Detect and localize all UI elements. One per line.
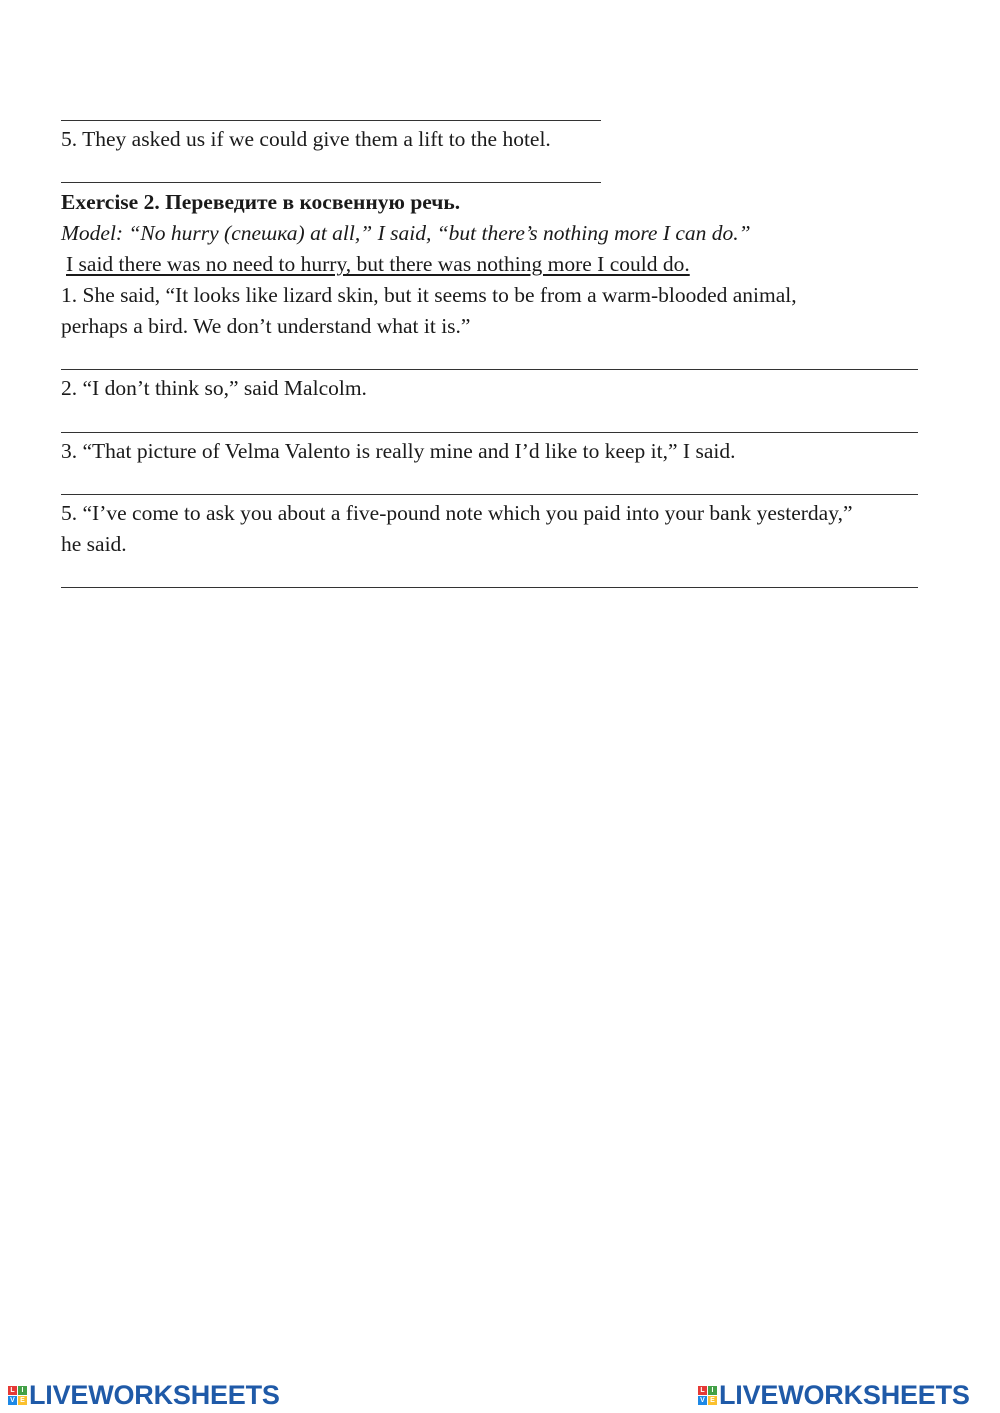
- answer-line-ex2-item3[interactable]: [61, 494, 918, 495]
- answer-line-ex2-item1[interactable]: [61, 369, 918, 370]
- ex2-item5-line2: he said.: [61, 532, 127, 556]
- liveworksheets-icon: [698, 1386, 717, 1405]
- logo-tile: E: [708, 1396, 717, 1405]
- brand-text: LIVEWORKSHEETS: [29, 1379, 280, 1410]
- logo-tile: I: [708, 1386, 717, 1395]
- ex2-item1-line2: perhaps a bird. We don’t understand what it is.”: [61, 314, 471, 338]
- logo-tile: L: [8, 1386, 17, 1395]
- ex2-item1-line1: 1. She said, “It looks like lizard skin, but it seems to be from a warm-blooded animal,: [61, 283, 797, 307]
- logo-tile: E: [18, 1396, 27, 1405]
- exercise2-model-answer: I said there was no need to hurry, but there was nothing more I could do.: [66, 252, 690, 276]
- ex1-item5-text: 5. They asked us if we could give them a lift to the hotel.: [61, 127, 551, 151]
- ex2-item5-line1: 5. “I’ve come to ask you about a five-pound note which you paid into your bank yesterday,”: [61, 501, 853, 525]
- answer-line-ex2-item2[interactable]: [61, 432, 918, 433]
- logo-tile: L: [698, 1386, 707, 1395]
- brand-text: LIVEWORKSHEETS: [719, 1379, 970, 1410]
- logo-tile: V: [8, 1396, 17, 1405]
- answer-line-ex2-item5[interactable]: [61, 587, 918, 588]
- exercise2-title: Exercise 2. Переведите в косвенную речь.: [61, 190, 461, 214]
- exercise2-model: Model: “No hurry (спешка) at all,” I said, “but there’s nothing more I can do.”: [61, 221, 751, 245]
- logo-tile: V: [698, 1396, 707, 1405]
- liveworksheets-logo-left: [8, 1378, 280, 1412]
- ex2-item2-text: 2. “I don’t think so,” said Malcolm.: [61, 376, 367, 400]
- answer-line-ex1-item4[interactable]: [61, 120, 601, 121]
- liveworksheets-icon: [8, 1386, 27, 1405]
- ex2-item3-text: 3. “That picture of Velma Valento is really mine and I’d like to keep it,” I said.: [61, 439, 736, 463]
- logo-tile: I: [18, 1386, 27, 1395]
- liveworksheets-logo-right: [698, 1378, 970, 1412]
- answer-line-ex1-item5[interactable]: [61, 182, 601, 183]
